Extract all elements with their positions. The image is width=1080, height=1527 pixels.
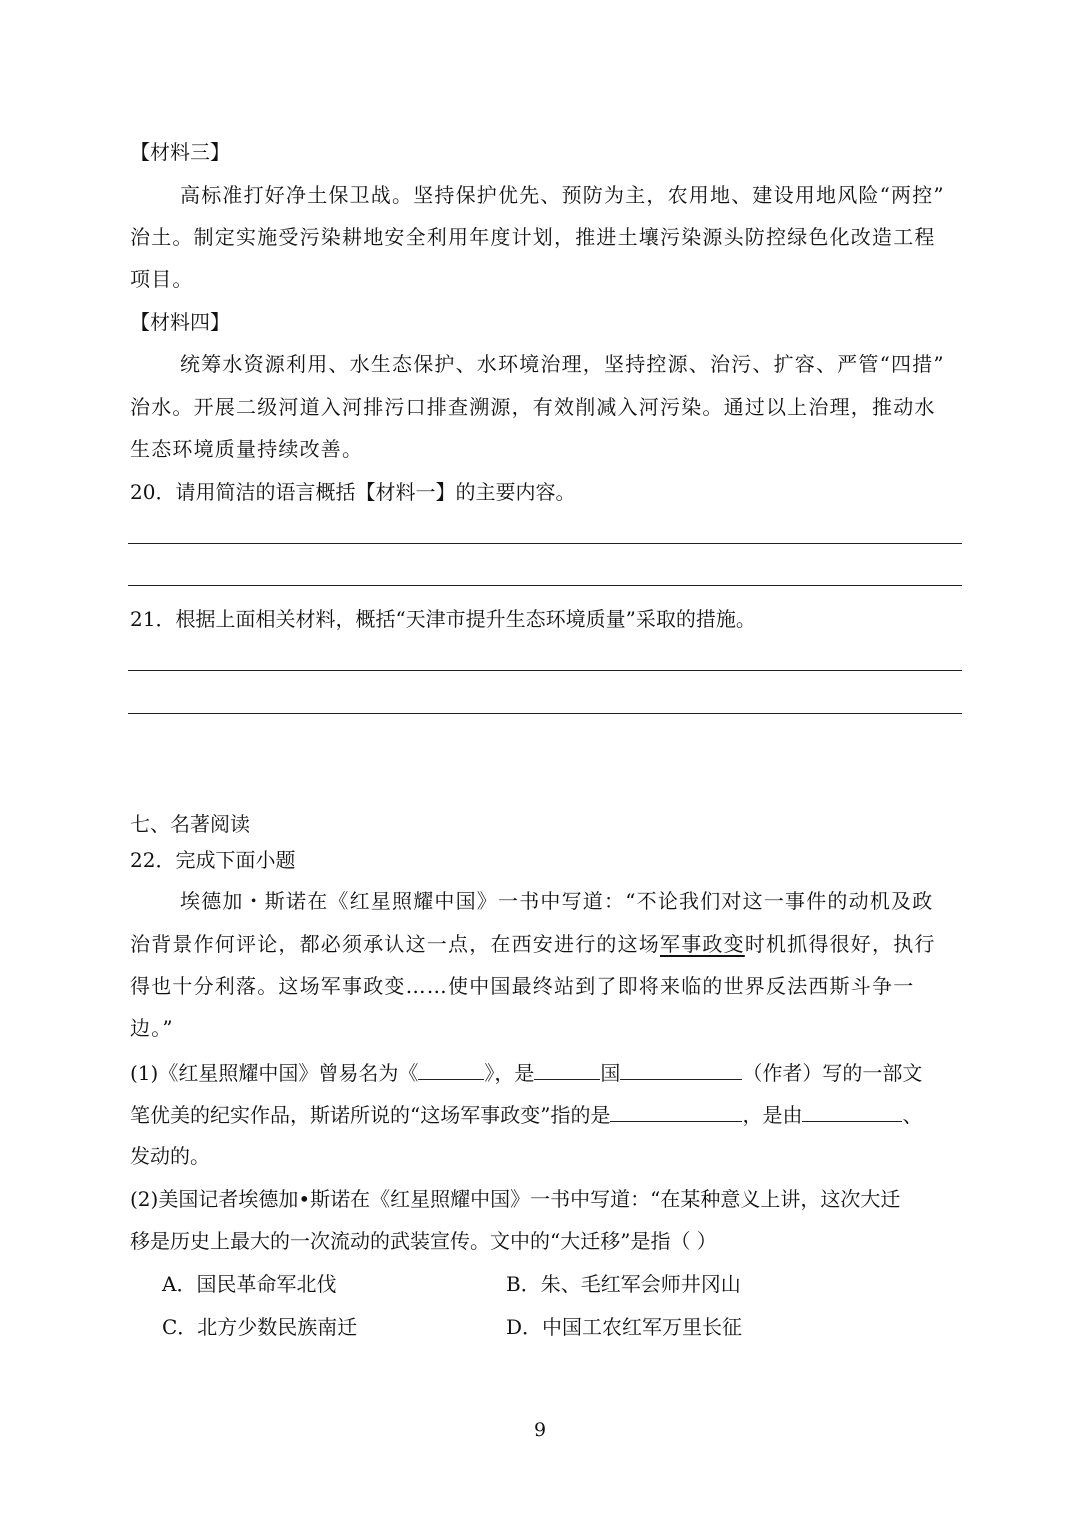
sub-question-1 xyxy=(130,1057,922,1087)
passage-text: 治背景作何评论，都必须承认这一点，在西安进行的这场 xyxy=(130,932,660,956)
answer-line[interactable] xyxy=(128,713,962,714)
sub-question-1 xyxy=(130,1099,922,1129)
passage-line xyxy=(130,929,936,959)
answer-line[interactable] xyxy=(128,543,962,544)
option-c[interactable]: C．北方少数民族南迁 xyxy=(162,1315,358,1339)
sub-question-text: 笔优美的纪实作品，斯诺所说的“这场军事政变”指的是 xyxy=(130,1103,611,1127)
material-4-line: 生态环境质量持续改善。 xyxy=(130,437,364,461)
material-3-line: 治土。制定实施受污染耕地安全利用年度计划，推进土壤污染源头防控绿色化改造工程 xyxy=(130,225,936,249)
question-22: 22．完成下面小题 xyxy=(130,848,296,872)
fill-blank[interactable] xyxy=(534,1057,600,1080)
option-b[interactable]: B．朱、毛红军会师井冈山 xyxy=(506,1272,741,1296)
material-3-line: 项目。 xyxy=(130,267,194,291)
sub-question-text: ，是由 xyxy=(742,1103,803,1127)
sub-question-text: 》，是 xyxy=(484,1061,535,1085)
fill-blank[interactable] xyxy=(418,1057,484,1080)
material-3-heading: 【材料三】 xyxy=(130,140,230,164)
page-number: 9 xyxy=(533,1419,547,1441)
passage-line: 边。” xyxy=(130,1016,174,1040)
passage-text: 时机抓得很好，执行 xyxy=(744,932,936,956)
sub-question-text: （作者）写的一部文 xyxy=(742,1061,923,1085)
sub-question-1: 发动的。 xyxy=(130,1144,210,1168)
passage-line: 得也十分利落。这场军事政变……使中国最终站到了即将来临的世界反法西斯斗争一 xyxy=(130,974,915,998)
question-21: 21．根据上面相关材料，概括“天津市提升生态环境质量”采取的措施。 xyxy=(130,607,756,631)
material-4-heading: 【材料四】 xyxy=(130,310,230,334)
fill-blank[interactable] xyxy=(620,1057,742,1080)
option-d[interactable]: D．中国工农红军万里长征 xyxy=(506,1315,743,1339)
fill-blank[interactable] xyxy=(802,1099,902,1122)
material-4-line: 治水。开展二级河道入河排污口排查溯源，有效削减入河污染。通过以上治理，推动水 xyxy=(130,395,936,419)
answer-line[interactable] xyxy=(128,670,962,671)
material-4-line: 统筹水资源利用、水生态保护、水环境治理，坚持控源、治污、扩容、严管“四措” xyxy=(180,352,945,376)
section-7-title: 七、名著阅读 xyxy=(130,812,250,836)
option-a[interactable]: A．国民革命军北伐 xyxy=(162,1272,337,1296)
sub-question-2: 移是历史上最大的一次流动的武装宣传。文中的“大迁移”是指（ ） xyxy=(130,1229,717,1253)
answer-line[interactable] xyxy=(128,585,962,586)
fill-blank[interactable] xyxy=(610,1099,742,1122)
underlined-term: 军事政变 xyxy=(660,932,745,956)
material-3-line: 高标准打好净土保卫战。坚持保护优先、预防为主，农用地、建设用地风险“两控” xyxy=(180,183,945,207)
question-20: 20．请用简洁的语言概括【材料一】的主要内容。 xyxy=(130,480,576,504)
sub-question-text: 国 xyxy=(600,1061,621,1085)
sub-question-2: (2)美国记者埃德加•斯诺在《红星照耀中国》一书中写道：“在某种意义上讲，这次大迁 xyxy=(130,1187,901,1211)
passage-line: 埃德加・斯诺在《红星照耀中国》一书中写道：“不论我们对这一事件的动机及政 xyxy=(180,889,934,913)
sub-question-text: (1)《红星照耀中国》曾易名为《 xyxy=(130,1061,419,1085)
sub-question-text: 、 xyxy=(902,1103,923,1127)
